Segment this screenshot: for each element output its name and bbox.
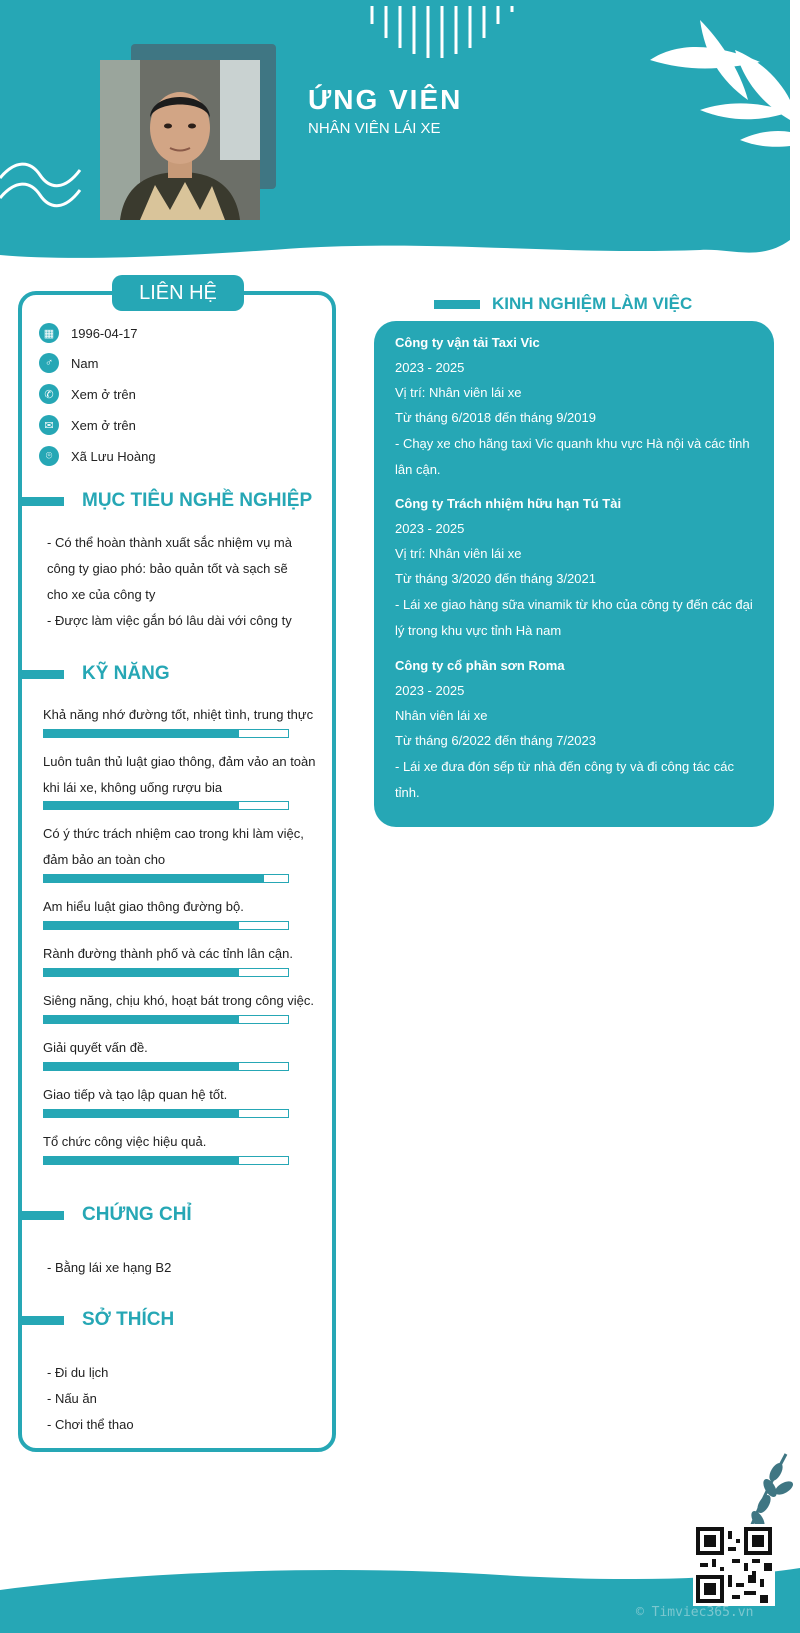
job-description: - Lái xe đưa đón sếp từ nhà đến công ty và đi công tác các bbox=[395, 759, 735, 774]
hobbies-title: SỞ THÍCH bbox=[82, 1309, 175, 1330]
section-bar bbox=[18, 1316, 64, 1325]
skill-bar bbox=[43, 801, 289, 810]
hobby-line: - Nấu ăn bbox=[47, 1391, 97, 1406]
certificates-text bbox=[47, 1255, 327, 1281]
objective-header bbox=[18, 490, 312, 512]
objective-line: - Có thể hoàn thành xuất sắc nhiệm vụ mà bbox=[47, 535, 292, 550]
job-period: 2023 - 2025 bbox=[395, 521, 465, 536]
skill-bar-fill bbox=[44, 1110, 239, 1117]
job-position: Vị trí: Nhân viên lái xe bbox=[395, 546, 522, 561]
contact-birthdate bbox=[39, 322, 138, 344]
job-period: 2023 - 2025 bbox=[395, 683, 465, 698]
job-description: - Chạy xe cho hãng taxi Vic quanh khu vực Hà nội và các tỉnh bbox=[395, 436, 750, 451]
hobbies-text bbox=[47, 1360, 327, 1438]
skill-bar-fill bbox=[44, 969, 239, 976]
hobbies-header bbox=[18, 1309, 174, 1331]
experience-title: KINH NGHIỆM LÀM VIỆC bbox=[492, 294, 693, 313]
section-bar bbox=[18, 1211, 64, 1220]
job-company: Công ty Trách nhiệm hữu hạn Tú Tài bbox=[395, 496, 622, 511]
contact-location-value: Xã Lưu Hoàng bbox=[71, 448, 156, 464]
hobby-line: - Đi du lịch bbox=[47, 1365, 109, 1380]
skill-bar-fill bbox=[44, 922, 239, 929]
job-description: lân cận. bbox=[395, 462, 441, 477]
job-company: Công ty cổ phần sơn Roma bbox=[395, 658, 565, 673]
contact-location bbox=[39, 445, 156, 467]
objective-text bbox=[47, 530, 327, 634]
skill-bar-fill bbox=[44, 1016, 239, 1023]
phone-icon: ✆ bbox=[39, 384, 59, 404]
skill-bar-fill bbox=[44, 1157, 239, 1164]
job-dates: Từ tháng 6/2022 đến tháng 7/2023 bbox=[395, 733, 596, 748]
section-bar bbox=[18, 670, 64, 679]
skill-label: Giải quyết vấn đề. bbox=[43, 1040, 148, 1055]
skill-label: Rành đường thành phố và các tỉnh lân cận. bbox=[43, 946, 293, 961]
job-company: Công ty vận tải Taxi Vic bbox=[395, 335, 540, 350]
skill-bar bbox=[43, 968, 289, 977]
skill-bar bbox=[43, 1015, 289, 1024]
gender-icon: ♂ bbox=[39, 353, 59, 373]
job-position: Nhân viên lái xe bbox=[395, 708, 488, 723]
job-description: tỉnh. bbox=[395, 785, 420, 800]
contact-phone-value: Xem ở trên bbox=[71, 386, 136, 402]
skill-label: Luôn tuân thủ luật giao thông, đảm vảo an toàn khi lái xe, không uống rượu bia bbox=[43, 754, 316, 795]
skill-label: Khả năng nhớ đường tốt, nhiệt tình, trung thực bbox=[43, 707, 314, 722]
skill-bar-fill bbox=[44, 730, 239, 737]
skill-bar bbox=[43, 874, 289, 883]
job-dates: Từ tháng 6/2018 đến tháng 9/2019 bbox=[395, 410, 596, 425]
contact-birthdate-value: 1996-04-17 bbox=[71, 325, 138, 341]
contact-email bbox=[39, 414, 136, 436]
qr-code[interactable] bbox=[693, 1524, 775, 1606]
footer-wave bbox=[0, 1560, 800, 1633]
header-banner bbox=[0, 0, 790, 262]
objective-line: - Được làm việc gắn bó lâu dài với công ty bbox=[47, 613, 292, 628]
email-icon: ✉ bbox=[39, 415, 59, 435]
skill-label: Giao tiếp và tạo lập quan hệ tốt. bbox=[43, 1087, 228, 1102]
skill-bar-fill bbox=[44, 802, 239, 809]
skill-bar-fill bbox=[44, 875, 264, 882]
certificates-title: CHỨNG CHỈ bbox=[82, 1204, 192, 1225]
job-position: Vị trí: Nhân viên lái xe bbox=[395, 385, 522, 400]
skills-title: KỸ NĂNG bbox=[82, 663, 170, 684]
contact-section-title: LIÊN HỆ bbox=[112, 275, 244, 311]
job-dates: Từ tháng 3/2020 đến tháng 3/2021 bbox=[395, 571, 596, 586]
experience-header bbox=[434, 294, 692, 314]
candidate-name: ỨNG VIÊN bbox=[308, 84, 463, 115]
section-bar bbox=[434, 300, 480, 309]
avatar-photo bbox=[100, 60, 260, 220]
skills-header bbox=[18, 663, 170, 685]
skill-bar bbox=[43, 1062, 289, 1071]
skill-label: Siêng năng, chịu khó, hoạt bát trong công việc. bbox=[43, 993, 315, 1008]
calendar-icon: ▦ bbox=[39, 323, 59, 343]
job-description: - Lái xe giao hàng sữa vinamik từ kho của công ty đến các đại bbox=[395, 597, 753, 612]
skill-label: Có ý thức trách nhiệm cao trong khi làm việc, đảm bảo an toàn cho bbox=[43, 826, 304, 867]
candidate-role: NHÂN VIÊN LÁI XE bbox=[308, 120, 441, 137]
certificate-line: - Bằng lái xe hạng B2 bbox=[47, 1260, 172, 1275]
skill-bar bbox=[43, 1156, 289, 1165]
section-bar bbox=[18, 497, 64, 506]
job-period: 2023 - 2025 bbox=[395, 360, 465, 375]
skill-bar bbox=[43, 729, 289, 738]
contact-gender-value: Nam bbox=[71, 355, 99, 371]
objective-line: công ty giao phó: bảo quản tốt và sạch sẽ bbox=[47, 561, 288, 576]
location-icon: ⌾ bbox=[39, 446, 59, 466]
job-description: lý trong khu vực tỉnh Hà nam bbox=[395, 623, 562, 638]
skill-bar bbox=[43, 1109, 289, 1118]
objective-title: MỤC TIÊU NGHỀ NGHIỆP bbox=[82, 490, 313, 511]
skill-label: Tổ chức công việc hiệu quả. bbox=[43, 1134, 207, 1149]
hobby-line: - Chơi thể thao bbox=[47, 1417, 134, 1432]
skill-bar-fill bbox=[44, 1063, 239, 1070]
contact-gender bbox=[39, 352, 98, 374]
contact-email-value: Xem ở trên bbox=[71, 417, 136, 433]
skill-bar bbox=[43, 921, 289, 930]
contact-phone bbox=[39, 383, 136, 405]
certificates-header bbox=[18, 1204, 192, 1226]
objective-line: cho xe của công ty bbox=[47, 587, 156, 602]
skill-label: Am hiểu luật giao thông đường bộ. bbox=[43, 899, 244, 914]
watermark: © Timviec365.vn bbox=[636, 1605, 754, 1620]
